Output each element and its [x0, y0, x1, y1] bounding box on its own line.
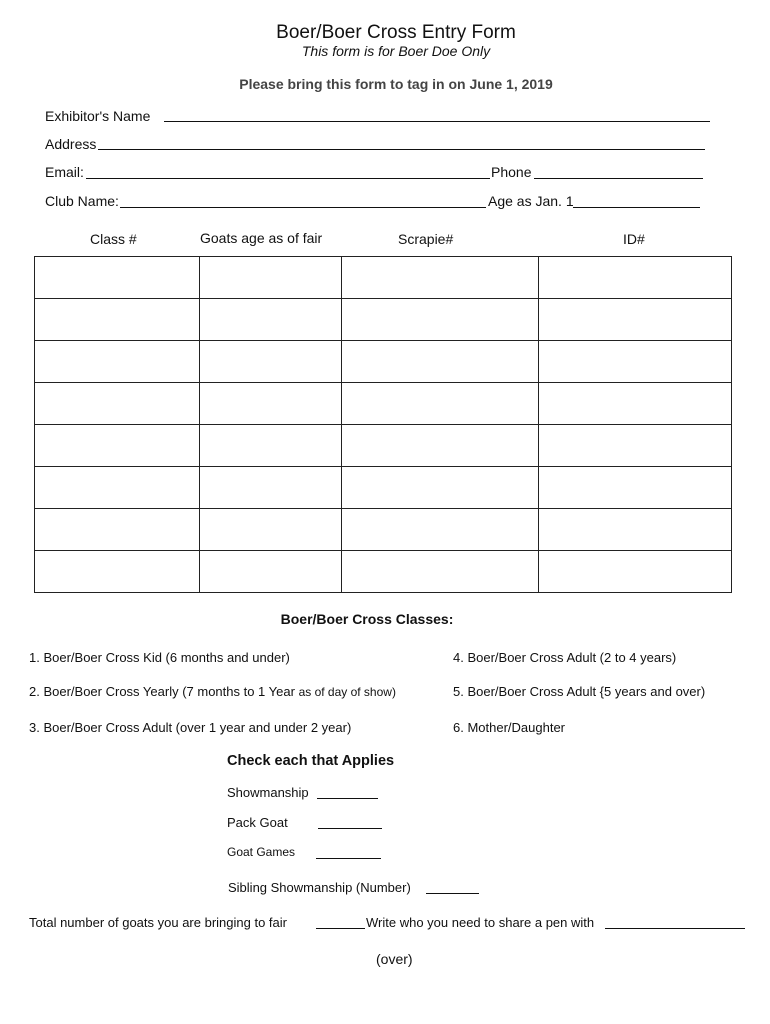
goat-age-cell[interactable]	[199, 299, 341, 341]
scrapie-cell[interactable]	[341, 383, 539, 425]
total-goats-label: Total number of goats you are bringing to fair	[29, 915, 287, 930]
class-item-3: 3. Boer/Boer Cross Adult (over 1 year and under 2 year)	[29, 720, 352, 735]
scrapie-cell[interactable]	[341, 257, 539, 299]
scrapie-cell[interactable]	[341, 467, 539, 509]
class-cell[interactable]	[35, 425, 200, 467]
check-applies-heading: Check each that Applies	[227, 753, 395, 769]
form-title: Boer/Boer Cross Entry Form	[276, 22, 516, 43]
goat-age-cell[interactable]	[199, 341, 341, 383]
table-row	[35, 425, 732, 467]
phone-label: Phone	[491, 164, 532, 180]
id-cell[interactable]	[539, 509, 732, 551]
address-label: Address	[45, 136, 97, 152]
id-cell[interactable]	[539, 467, 732, 509]
phone-field[interactable]	[534, 178, 703, 179]
scrapie-cell[interactable]	[341, 551, 539, 593]
sibling-showmanship-field[interactable]	[426, 893, 479, 894]
club-name-label: Club Name:	[45, 193, 119, 209]
class-item-2-text: 2. Boer/Boer Cross Yearly (7 months to 1 Year	[29, 684, 295, 699]
class-item-2-note: as of day of show)	[298, 685, 396, 699]
class-cell[interactable]	[35, 257, 200, 299]
id-cell[interactable]	[539, 425, 732, 467]
total-goats-field[interactable]	[316, 928, 365, 929]
column-header-id: ID#	[623, 231, 645, 247]
showmanship-field[interactable]	[317, 798, 378, 799]
id-cell[interactable]	[539, 299, 732, 341]
table-row	[35, 383, 732, 425]
column-header-scrapie: Scrapie#	[398, 231, 454, 247]
id-cell[interactable]	[539, 551, 732, 593]
goat-age-cell[interactable]	[199, 383, 341, 425]
scrapie-cell[interactable]	[341, 425, 539, 467]
scrapie-cell[interactable]	[341, 509, 539, 551]
goat-age-cell[interactable]	[199, 551, 341, 593]
id-cell[interactable]	[539, 341, 732, 383]
email-label: Email:	[45, 164, 84, 180]
class-item-2	[29, 684, 396, 699]
sibling-showmanship-label: Sibling Showmanship (Number)	[228, 880, 411, 895]
table-row	[35, 341, 732, 383]
goat-age-cell[interactable]	[199, 509, 341, 551]
goat-games-field[interactable]	[316, 858, 381, 859]
exhibitor-name-field[interactable]	[164, 121, 710, 122]
column-header-class: Class #	[90, 231, 137, 247]
goat-games-label: Goat Games	[227, 845, 296, 859]
table-row	[35, 299, 732, 341]
id-cell[interactable]	[539, 257, 732, 299]
form-subtitle: This form is for Boer Doe Only	[301, 43, 491, 59]
club-name-field[interactable]	[120, 207, 486, 208]
table-row	[35, 551, 732, 593]
scrapie-cell[interactable]	[341, 299, 539, 341]
class-item-5: 5. Boer/Boer Cross Adult {5 years and over)	[453, 684, 706, 699]
class-item-6: 6. Mother/Daughter	[453, 720, 566, 735]
table-row	[35, 257, 732, 299]
class-item-1: 1. Boer/Boer Cross Kid (6 months and under)	[29, 650, 290, 665]
column-header-goat-age: Goats age as of fair	[200, 230, 323, 246]
class-cell[interactable]	[35, 383, 200, 425]
table-row	[35, 509, 732, 551]
class-cell[interactable]	[35, 551, 200, 593]
showmanship-label: Showmanship	[227, 785, 309, 800]
scrapie-cell[interactable]	[341, 341, 539, 383]
class-item-4: 4. Boer/Boer Cross Adult (2 to 4 years)	[453, 650, 677, 665]
pack-goat-label: Pack Goat	[227, 815, 288, 830]
email-field[interactable]	[86, 178, 490, 179]
share-pen-label: Write who you need to share a pen with	[366, 915, 595, 930]
table-row	[35, 467, 732, 509]
address-field[interactable]	[98, 149, 705, 150]
over-note: (over)	[376, 951, 413, 967]
class-cell[interactable]	[35, 341, 200, 383]
class-cell[interactable]	[35, 509, 200, 551]
goat-age-cell[interactable]	[199, 257, 341, 299]
share-pen-field[interactable]	[605, 928, 745, 929]
goat-age-cell[interactable]	[199, 425, 341, 467]
goat-age-cell[interactable]	[199, 467, 341, 509]
age-label: Age as Jan. 1	[488, 193, 574, 209]
tag-in-notice: Please bring this form to tag in on June 1, 2019	[239, 76, 553, 92]
goat-entry-table	[34, 256, 732, 593]
class-cell[interactable]	[35, 467, 200, 509]
exhibitor-name-label: Exhibitor's Name	[45, 108, 151, 124]
pack-goat-field[interactable]	[318, 828, 382, 829]
classes-heading: Boer/Boer Cross Classes:	[280, 611, 454, 627]
age-field[interactable]	[573, 207, 700, 208]
class-cell[interactable]	[35, 299, 200, 341]
id-cell[interactable]	[539, 383, 732, 425]
